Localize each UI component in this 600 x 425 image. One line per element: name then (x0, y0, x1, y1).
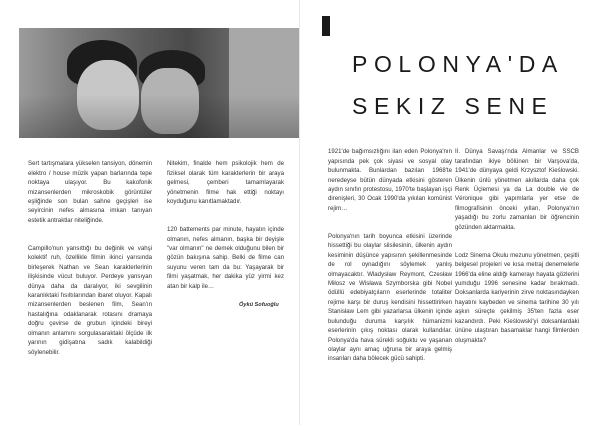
paragraph: Nitekim, finalde hem psikolojik hem de fiziksel olarak tüm karakterlerin bir araya gelmesi, çemberi tamamlayarak yönetmenin filme hak ettiği noktayı koyduğunu kanıtlamaktadır. (167, 160, 284, 206)
paragraph: II. Dünya Savaşı'nda Almanlar ve SSCB tarafından ikiye bölünen bir Varşova'da, 1941'de dünyaya geldi Krzysztof Kieślowski. Ülkenin ünlü yönetmen akıllarda daha çok Renk Üçlemesi ya da La double vie de Véronique gibi yapımlarla yer etse de filmografisinin önceki yılları, Polonya'nın yaşadığı bu zorlu zamanları bir öğrencinin gözünden aktarmakta. (455, 148, 579, 231)
right-column-1 (328, 138, 452, 383)
paragraph: Campillo'nun yansıttığı bu değinik ve vahşi kolektif ruh, özellikle filmin ikinci yarısında birleşerek Nathan ve Sean karakterlerinin ilişkisinde vücut buluyor. Perdeye yansıyan dünya daha da daralıyor, iki sevgilinin karanlıktaki fısıltılarından ibaret oluyor. Kapalı mizansenlerden beslenen film, Sean'ın hastalığına odaklanarak rotasını dramaya doğru çevirse de grubun içindeki bireyi olmanın anlamını sorgulasaraktaki ölçüde ilk yarının gidişatına sadık kalabildiği söylenebilir. (28, 245, 152, 356)
paragraph: Lodz Sinema Okulu mezunu yönetmen, çeşitli belgesel projeleri ve kısa metraj denemelerle 1966'da eline aldığı kamerayı hayata gözlerini yumduğu 1996 senesine kadar bırakmadı. Doksanlarda kariyerinin zirve noktasındayken hayatını kaybeden ve sinema tarihine 30 yılı aşkın süreçte çekilmiş 35'ten fazla eser kazandırdı. Peki Kieślowski'yi doksanlardaki ününe ulaştıran basamaklar hangi filmlerden oluşmakta? (455, 251, 579, 344)
paragraph: 120 battements par minute, hayatın içinde olmanın, nefes almanın, başka bir deyişle "var olmanın" ne demek olduğunu bilen bir gözün bakışına sahip. Belki de filme can suyunu veren tam da bu: Yaşayarak bir filmi yaşatmak, her dakika yüz yirmi kez atan bir kalp ile… (167, 226, 284, 290)
film-still-photo (19, 28, 300, 138)
paragraph: Sert tartışmalara yükselen tansiyon, dönemin elektro / house müzik yapan barlarında tepe noktaya ulaşıyor. Bu kakofonik mizansenlerden mikroskobik görüntüler eşliğinde son bulan sahne geçişleri ise seyircinin nefes almasına imkan tanıyan estetik antraktlar niteliğinde. (28, 160, 152, 224)
section-marker (322, 16, 330, 36)
article-title-line-1: POLONYA'DA (352, 51, 564, 77)
article-title-line-2: SEKIZ SENE (352, 93, 554, 119)
right-page (300, 0, 600, 425)
author-signature: Öykü Sofuoğlu (239, 302, 279, 308)
right-column-2 (455, 138, 579, 364)
paragraph: 1921'de bağımsızlığını ilan eden Polonya'nın yapısında pek çok siyasi ve sosyal olay bulunmakta. Bunlardan bazıları 1968'te neredeyse bütün dünyada etkisini gösteren aydın sınıfın protestosu, 1970'te başlayan işçi direnişleri, 30 Ocak 1990'da yıkılan komünist rejim… (328, 148, 452, 212)
left-column-1 (28, 150, 152, 376)
paragraph: Polonya'nın tarih boyunca etkisini üzerinde hissettiği bu olaylar silsilesinin, ülkenin aydın kesiminin düşünce yapısının şekillenmesinde de rol oynadığını söylemek yanlış olmayacaktır. Wladysław Reymont, Czesław Miłosz ve Wisława Szymborska gibi Nobel ödüllü edebiyatçıların eserlerinde totaliter rejime karşı bir duruş kendisini hissettirirken Stanisław Lem gibi yazarlarsa ülkenin içinde bulunduğu duruma karşılık hümanizmi eserlerinin çıkış noktası olarak kullandılar. Polonya'da hava sürekli soğuktu ve yaşanan olaylar aynı amaç uğruna bir araya gelmiş insanları daha bölecek gücü sahipti. (328, 233, 452, 363)
left-column-2 (167, 150, 284, 310)
